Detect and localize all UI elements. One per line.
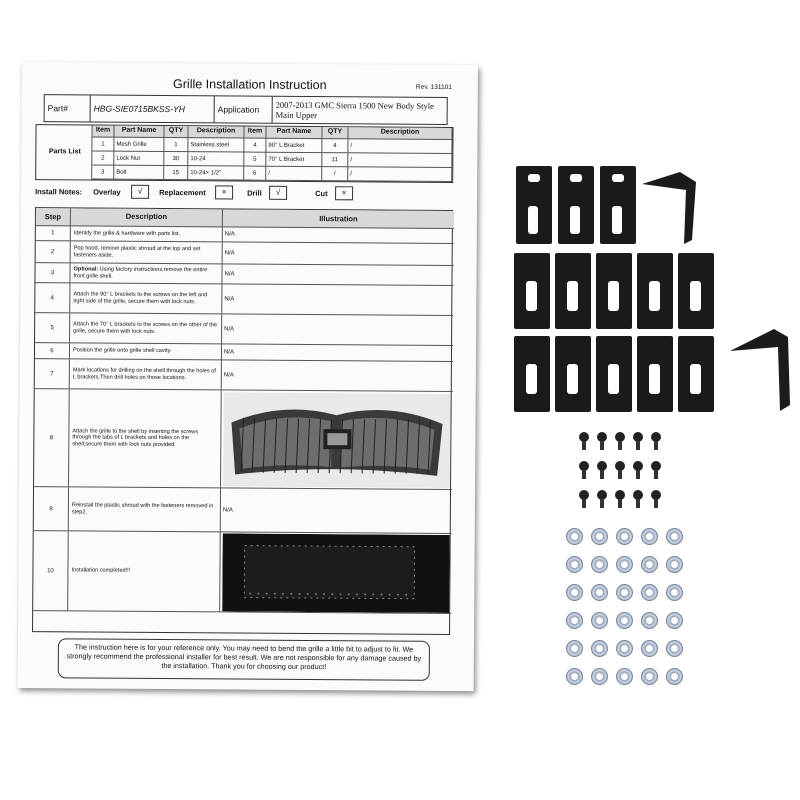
parts-cell-qty: / xyxy=(322,167,348,181)
bolt-icon xyxy=(615,432,625,442)
parts-cell-name: / xyxy=(266,167,322,181)
parts-cell-desc: 10-24 xyxy=(188,152,244,166)
step-illustration-text: N/A xyxy=(224,295,235,302)
replacement-checkbox: × xyxy=(215,185,233,199)
lock-nut-icon xyxy=(566,612,583,629)
step-illustration-text: N/A xyxy=(224,249,235,256)
bolt-icon xyxy=(615,490,625,500)
step-description xyxy=(70,359,222,389)
lock-nut-icon xyxy=(616,668,633,685)
lock-nut-icon xyxy=(641,584,658,601)
bolt-icon xyxy=(651,432,661,442)
step-number: 3 xyxy=(35,263,70,282)
application-label: Application xyxy=(215,96,273,122)
step-header: Step xyxy=(36,208,71,225)
lock-nut-icon xyxy=(616,556,633,573)
parts-header-desc: Description xyxy=(188,126,244,138)
bracket-70-icon xyxy=(637,253,673,329)
overlay-label: Overlay xyxy=(93,187,121,197)
step-number: 6 xyxy=(35,343,70,358)
parts-list xyxy=(35,124,453,183)
part-header xyxy=(44,94,448,125)
bracket-70-side-icon xyxy=(728,325,792,415)
step-number: 2 xyxy=(36,241,71,262)
parts-cell-desc: / xyxy=(348,167,452,182)
step-desc-text: Attach the grille to the shell by inserting the screws through the tabs of L brackets and holes on the shell;secure them with lock nuts provided. xyxy=(72,428,199,448)
step-row xyxy=(33,531,452,614)
parts-header-name: Part Name xyxy=(114,126,164,138)
cut-checkbox: × xyxy=(335,186,353,200)
lock-nut-icon xyxy=(666,528,683,545)
lock-nut-icon xyxy=(641,640,658,657)
step-desc-text: Attach the 70° L brackets to the screws on the other of the grille, secure them with lock nuts. xyxy=(73,321,218,335)
bracket-90-icon xyxy=(600,166,636,244)
step-row xyxy=(36,241,454,266)
step-illustration xyxy=(222,344,453,361)
bolt-icon xyxy=(633,490,643,500)
parts-cell-item: 3 xyxy=(92,165,114,179)
parts-cell-desc: 10-24× 1/2" xyxy=(188,166,244,180)
step-number: 9 xyxy=(34,487,69,530)
parts-cell-item: 1 xyxy=(92,137,114,151)
lock-nut-icon xyxy=(641,668,658,685)
install-notes-label: Install Notes: xyxy=(35,187,83,197)
bolt-icon xyxy=(633,461,643,471)
bracket-70-icon xyxy=(514,336,550,412)
step-illustration xyxy=(221,390,453,489)
bracket-70-icon xyxy=(678,336,714,412)
bracket-70-icon xyxy=(555,336,591,412)
bracket-70-icon xyxy=(596,336,632,412)
part-number: HBG-SIE0715BKSS-YH xyxy=(91,95,215,122)
step-description xyxy=(70,313,222,343)
parts-list-label: Parts List xyxy=(36,125,92,179)
bracket-70-icon xyxy=(596,253,632,329)
parts-cell-item: 2 xyxy=(92,151,114,165)
step-description xyxy=(69,487,221,531)
lock-nut-icon xyxy=(566,668,583,685)
step-desc-text: Identify the grille & hardware with parts list. xyxy=(73,230,181,237)
parts-cell-desc: Stainless steel xyxy=(188,138,244,152)
parts-cell-name: Lock Nut xyxy=(114,152,164,166)
parts-cell-qty: 11 xyxy=(322,153,348,167)
step-number: 10 xyxy=(33,531,69,610)
instruction-sheet xyxy=(18,62,478,691)
lock-nut-icon xyxy=(666,584,683,601)
lock-nut-icon xyxy=(591,668,608,685)
parts-header-name: Part Name xyxy=(266,127,322,139)
step-illustration xyxy=(220,532,452,613)
step-row xyxy=(34,487,452,534)
lock-nut-icon xyxy=(591,528,608,545)
lock-nut-icon xyxy=(666,640,683,657)
doc-title: Grille Installation Instruction xyxy=(173,77,327,93)
overlay-checkbox: √ xyxy=(131,185,149,199)
bracket-70-icon xyxy=(678,253,714,329)
bolt-icon xyxy=(579,432,589,442)
parts-header-qty: QTY xyxy=(322,127,348,139)
bolt-icon xyxy=(597,432,607,442)
parts-cell-qty: 4 xyxy=(322,139,348,153)
lock-nut-icon xyxy=(641,556,658,573)
bracket-90-icon xyxy=(516,166,552,244)
step-number: 4 xyxy=(35,283,70,312)
step-number: 5 xyxy=(35,313,70,342)
step-description xyxy=(70,263,222,283)
parts-cell-name: Bolt xyxy=(114,166,164,180)
step-illustration xyxy=(222,284,453,315)
step-description xyxy=(70,283,222,313)
lock-nut-icon xyxy=(591,612,608,629)
step-illustration xyxy=(223,242,454,265)
step-desc-text: Pop hood, remove plastic shroud at the top and set fasteners aside. xyxy=(73,245,201,259)
step-illustration-text: N/A xyxy=(224,325,235,332)
bracket-70-icon xyxy=(514,253,550,329)
drill-label: Drill xyxy=(247,188,262,198)
step-description xyxy=(68,531,221,611)
step-row xyxy=(35,313,453,346)
bolt-icon xyxy=(579,490,589,500)
step-description xyxy=(70,343,222,359)
bolt-icon xyxy=(579,461,589,471)
lock-nut-icon xyxy=(616,584,633,601)
step-desc-text: Installation completed!!! xyxy=(71,567,131,575)
step-optional-label: Optional: xyxy=(73,266,99,273)
lock-nut-icon xyxy=(666,612,683,629)
step-desc-text: Mark locations for drilling on the shell through the holes of L brackets.Then drill holes on those locations. xyxy=(72,367,216,381)
bolt-icon xyxy=(597,490,607,500)
step-desc-text: Reinstall the plastic shroud with the fasteners removed in step2. xyxy=(71,502,214,515)
step-illustration xyxy=(221,488,452,533)
description-header: Description xyxy=(71,208,223,226)
lock-nut-icon xyxy=(591,640,608,657)
lock-nut-icon xyxy=(566,640,583,657)
step-illustration xyxy=(222,360,453,391)
parts-header-item: Item xyxy=(92,125,114,137)
step-desc-text: Attach the 90° L brackets to the screws on the left and right side of the grille, secure them with lock nuts. xyxy=(73,291,208,305)
lock-nut-icon xyxy=(666,556,683,573)
step-illustration-text: N/A xyxy=(223,348,235,355)
bolt-icon xyxy=(651,490,661,500)
disclaimer-box: The instruction here is for your reference only. You may need to bend the grille a little bit to adjust to fit. We strongly recommend the professional installer for best result. We are not responsible for any damage caused by the installation. Thank you for choosing our product! xyxy=(58,638,430,681)
step-row xyxy=(35,283,453,316)
lock-nut-icon xyxy=(616,612,633,629)
lock-nut-icon xyxy=(591,556,608,573)
bracket-90-icon xyxy=(558,166,594,244)
bolt-icon xyxy=(651,461,661,471)
lock-nut-icon xyxy=(641,528,658,545)
steps-table xyxy=(32,207,453,635)
step-row xyxy=(34,389,453,490)
step-number: 8 xyxy=(34,389,70,486)
parts-cell-item: 5 xyxy=(244,153,266,167)
bolt-icon xyxy=(615,461,625,471)
step-description xyxy=(71,226,223,241)
lock-nut-icon xyxy=(566,528,583,545)
step-number: 7 xyxy=(35,359,70,388)
step-illustration-text: N/A xyxy=(223,371,234,378)
bolt-icon xyxy=(597,461,607,471)
lock-nut-icon xyxy=(566,584,583,601)
parts-cell-desc: / xyxy=(348,139,452,154)
drill-checkbox: √ xyxy=(269,186,287,200)
application-value: 2007-2013 GMC Sierra 1500 New Body Style Main Upper xyxy=(275,99,434,121)
parts-cell-name: Mesh Grille xyxy=(114,138,164,152)
lock-nut-icon xyxy=(641,612,658,629)
step-illustration xyxy=(222,314,453,345)
parts-header-item: Item xyxy=(244,127,266,139)
lock-nut-icon xyxy=(616,528,633,545)
bracket-70-icon xyxy=(637,336,673,412)
part-label: Part# xyxy=(45,95,91,121)
parts-cell-qty: 1 xyxy=(164,138,188,152)
lock-nut-icon xyxy=(666,668,683,685)
bolt-icon xyxy=(633,432,643,442)
step-illustration xyxy=(222,264,453,285)
step-description xyxy=(71,241,223,263)
step-desc-text: Position the grille onto grille shell cavity. xyxy=(72,347,172,355)
cut-label: Cut xyxy=(315,189,328,199)
step-description xyxy=(69,389,222,487)
step-desc-text: Using factory instructions,remove the entire front grille shell. xyxy=(73,266,208,280)
parts-cell-desc: / xyxy=(348,153,452,168)
lock-nut-icon xyxy=(566,556,583,573)
parts-cell-name: 90° L Bracket xyxy=(266,139,322,153)
step-number: 1 xyxy=(36,226,71,240)
step-illustration-text: N/A xyxy=(222,506,233,513)
parts-header-qty: QTY xyxy=(164,126,188,138)
bracket-90-side-icon xyxy=(640,168,700,248)
replacement-label: Replacement xyxy=(159,187,206,198)
parts-cell-name: 70° L Bracket xyxy=(266,153,322,167)
finished-grille-photo xyxy=(222,533,450,613)
step-illustration-text: N/A xyxy=(224,270,235,277)
revision-label: Rev. 131101 xyxy=(415,83,452,92)
bracket-70-icon xyxy=(555,253,591,329)
step-illustration xyxy=(223,227,454,243)
step-illustration-text: N/A xyxy=(224,231,235,238)
lock-nut-icon xyxy=(591,584,608,601)
parts-cell-qty: 15 xyxy=(164,166,188,180)
parts-cell-item: 4 xyxy=(244,139,266,153)
lock-nut-icon xyxy=(616,640,633,657)
step-row xyxy=(35,359,453,392)
grille-photo xyxy=(223,392,451,488)
install-notes xyxy=(35,182,453,207)
parts-header-desc: Description xyxy=(348,127,452,140)
parts-cell-item: 6 xyxy=(244,167,266,181)
parts-cell-qty: 30 xyxy=(164,152,188,166)
illustration-header: Illustration xyxy=(319,214,358,224)
